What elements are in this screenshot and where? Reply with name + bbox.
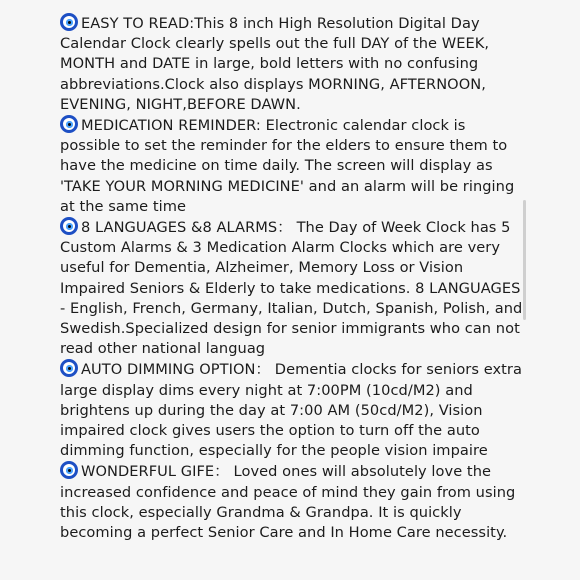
feature-body: This 8 inch High Resolution Digital Day Calendar Clock clearly spells out the full DAY of the WEEK, MONTH and DATE in large, bold letters with no confusing abbreviations.Clock also displays MORNING, AFTERNOON, EVENING, NIGHT,BEFORE DAWN. <box>60 15 490 113</box>
feature-languages-alarms <box>60 217 528 359</box>
feature-body: The Day of Week Clock has 5 Custom Alarms & 3 Medication Alarm Clocks which are very useful for Dementia, Alzheimer, Memory Loss or Vision Impaired Seniors & Elderly to take medications. 8 LANGUAGES - English, French, Germany, Italian, Dutch, Spanish, Polish, and Swedish.Specialized design for senior immigrants who can not read other national languag <box>60 219 523 358</box>
nazar-eye-icon <box>60 115 78 133</box>
feature-heading: AUTO DIMMING OPTION： <box>81 361 271 379</box>
feature-medication-reminder <box>60 115 528 217</box>
feature-body: Electronic calendar clock is possible to set the reminder for the elders to ensure them to have the medicine on time daily. The screen will display as 'TAKE YOUR MORNING MEDICINE' and an alarm will be ringing at the same time <box>60 117 515 215</box>
feature-wonderful-gift <box>60 461 528 543</box>
feature-heading: EASY TO READ: <box>81 15 195 32</box>
feature-auto-dimming <box>60 359 528 461</box>
nazar-eye-icon <box>60 461 78 479</box>
feature-body: Dementia clocks for seniors extra large display dims every night at 7:00PM (10cd/M2) and brightens up during the day at 7:00 AM (50cd/M2), Vision impaired clock gives users the option to turn off the auto dimming function, especially for the people vision impaire <box>60 361 522 460</box>
feature-heading: MEDICATION REMINDER: <box>81 117 261 135</box>
nazar-eye-icon <box>60 217 78 235</box>
feature-heading: 8 LANGUAGES &8 ALARMS： <box>81 219 292 237</box>
scrollbar[interactable] <box>523 200 526 320</box>
nazar-eye-icon <box>60 359 78 377</box>
feature-body: Loved ones will absolutely love the increased confidence and peace of mind they gain from using this clock, especially Grandma & Grandpa. It is quickly becoming a perfect Senior Care and In Home Care necessity. <box>60 463 516 542</box>
nazar-eye-icon <box>60 13 78 31</box>
feature-list <box>60 13 528 543</box>
feature-easy-to-read <box>60 13 528 115</box>
feature-heading: WONDERFUL GIFE： <box>81 463 229 481</box>
